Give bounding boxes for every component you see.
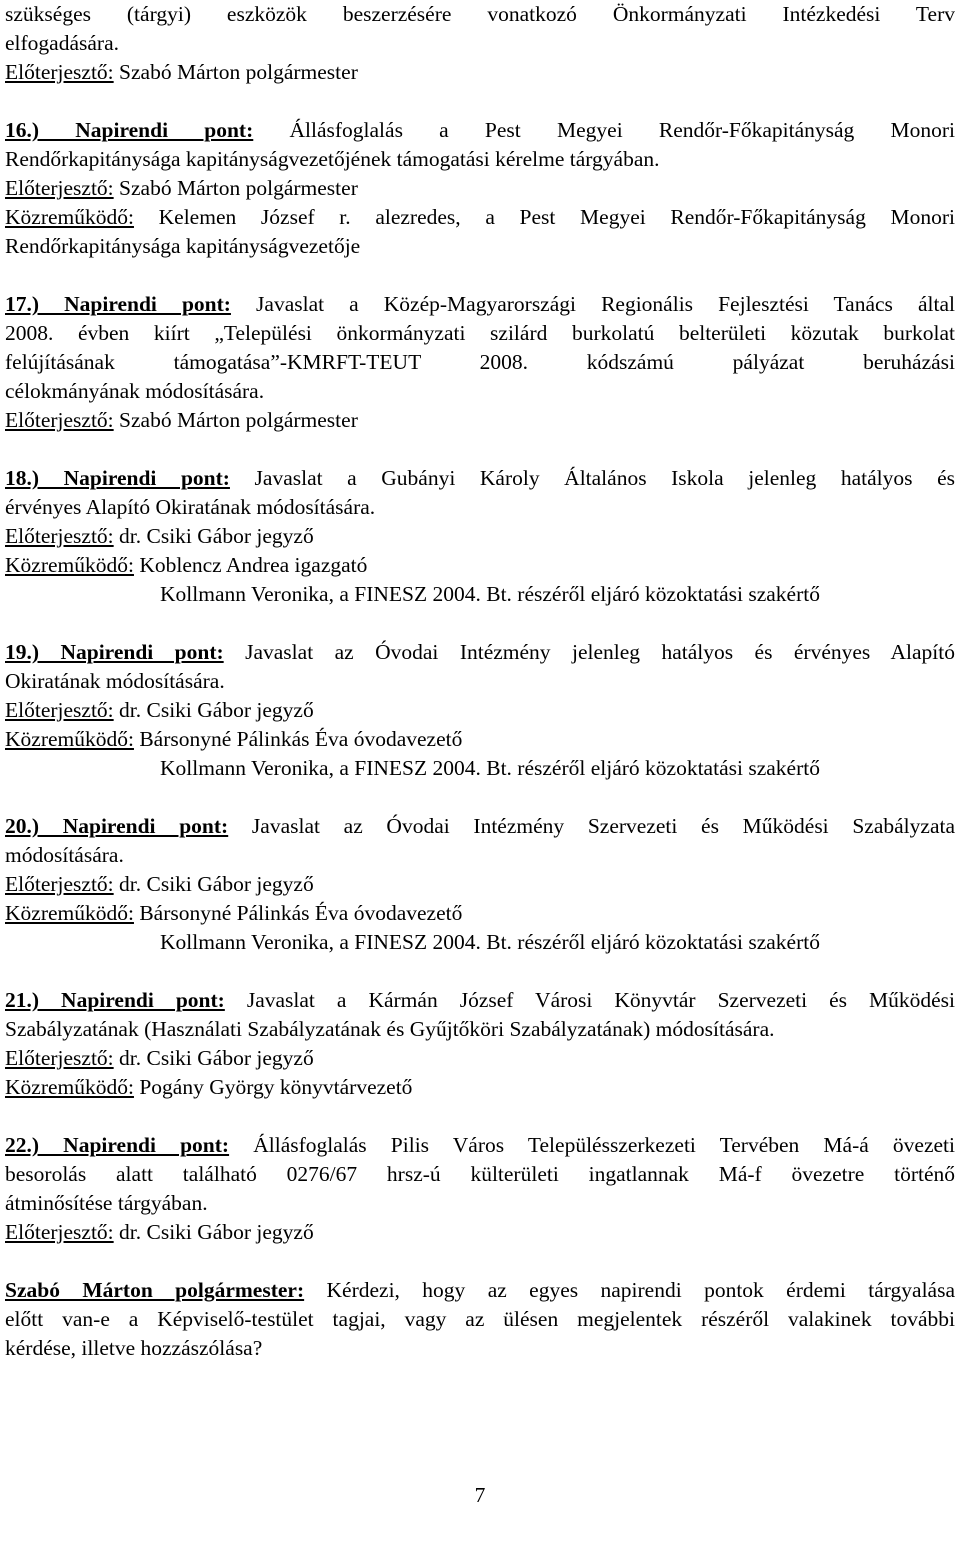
presenter-line [5,870,955,899]
contributor-label: Közreműködő: [5,553,134,577]
item-title: Javaslat a Kármán József Városi Könyvtár Szervezeti és Működési [246,988,956,1012]
contributor-name: Pogány György könyvtárvezető [139,1075,413,1099]
item-title: Javaslat az Óvodai Intézmény Szervezeti és Működési Szabályzata [251,814,956,838]
presenter-label: Előterjesztő: [5,60,114,84]
item-number-label: 21.) Napirendi pont: [5,988,225,1012]
text-line: felújításának támogatása”-KMRFT-TEUT 2008. kódszámú pályázat beruházási [5,350,955,374]
contributor-label: Közreműködő: [5,727,134,751]
presenter-line [5,1218,955,1247]
text-line: előtt van-e a Képviselő-testület tagjai, vagy az ülésen megjelentek részéről valakinek további [5,1307,955,1331]
text-line: elfogadására. [5,31,119,55]
presenter-line [5,174,955,203]
agenda-item-20 [5,812,955,957]
contributor-line [5,899,955,928]
text-line: 2008. évben kiírt „Települési önkormányzati szilárd burkolatú belterületi közutak burkolat [5,321,955,345]
agenda-item-22 [5,1131,955,1247]
item-number-label: 19.) Napirendi pont: [5,640,224,664]
presenter-label: Előterjesztő: [5,524,114,548]
item-number-label: 18.) Napirendi pont: [5,466,230,490]
text-line: besorolás alatt található 0276/67 hrsz-ú külterületi ingatlannak Má-f övezetre történő [5,1162,955,1186]
item-heading-line [5,638,955,667]
item-heading-line [5,290,955,319]
contributor-line [5,551,955,580]
item-title: Állásfoglalás a Pest Megyei Rendőr-Főkapitányság Monori [289,118,956,142]
presenter-label: Előterjesztő: [5,1046,114,1070]
presenter-line [5,406,955,435]
presenter-name: dr. Csiki Gábor jegyző [119,698,314,722]
text-line: célokmányának módosítására. [5,379,265,403]
item-heading-line [5,464,955,493]
speaker-label: Szabó Márton polgármester: [5,1278,305,1302]
text-line: átminősítése tárgyában. [5,1191,208,1215]
contributor-name: Bársonyné Pálinkás Éva óvodavezető [139,901,463,925]
item-number-label: 20.) Napirendi pont: [5,814,229,838]
item-heading-line [5,986,955,1015]
presenter-name: Szabó Márton polgármester [119,60,358,84]
contributor-name: Bársonyné Pálinkás Éva óvodavezető [139,727,463,751]
presenter-line [5,1044,955,1073]
item-number-label: 17.) Napirendi pont: [5,292,231,316]
speaker-text: Kérdezi, hogy az egyes napirendi pontok érdemi tárgyalása [326,1278,955,1302]
agenda-item-17 [5,290,955,435]
mayor-question-paragraph [5,1276,955,1363]
page-number: 7 [474,1483,486,1507]
contributor-label: Közreműködő: [5,205,134,229]
presenter-label: Előterjesztő: [5,872,114,896]
agenda-item-16 [5,116,955,261]
presenter-name: Szabó Márton polgármester [119,408,358,432]
contributor-line [5,203,955,232]
item-heading-line [5,116,955,145]
item-title: Javaslat a Gubányi Károly Általános Iskola jelenleg hatályos és [254,466,955,490]
contributor-extra: Kollmann Veronika, a FINESZ 2004. Bt. részéről eljáró közoktatási szakértő [160,582,820,606]
text-line: módosítására. [5,843,124,867]
speaker-line [5,1276,955,1305]
presenter-label: Előterjesztő: [5,698,114,722]
contributor-label: Közreműködő: [5,901,134,925]
text-line: szükséges (tárgyi) eszközök beszerzésére vonatkozó Önkormányzati Intézkedési Terv [5,2,955,26]
contributor-label: Közreműködő: [5,1075,134,1099]
presenter-label: Előterjesztő: [5,1220,114,1244]
text-line: Rendőrkapitánysága kapitányságvezetőjének támogatási kérelme tárgyában. [5,147,660,171]
agenda-item-18 [5,464,955,609]
document-page [5,0,955,1363]
agenda-item-15-continuation [5,0,955,87]
agenda-item-19 [5,638,955,783]
presenter-line [5,58,955,87]
text-line: Szabályzatának (Használati Szabályzatának és Gyűjtőköri Szabályzatának) módosítására. [5,1017,775,1041]
presenter-line [5,696,955,725]
item-title: Állásfoglalás Pilis Város Településszerkezeti Tervében Má-á övezeti [253,1133,956,1157]
contributor-extra: Kollmann Veronika, a FINESZ 2004. Bt. részéről eljáró közoktatási szakértő [160,930,820,954]
text-line: Rendőrkapitánysága kapitányságvezetője [5,234,361,258]
contributor-extra: Kollmann Veronika, a FINESZ 2004. Bt. részéről eljáró közoktatási szakértő [160,756,820,780]
presenter-label: Előterjesztő: [5,408,114,432]
agenda-item-21 [5,986,955,1102]
presenter-name: Szabó Márton polgármester [119,176,358,200]
contributor-line [5,725,955,754]
presenter-name: dr. Csiki Gábor jegyző [119,1220,314,1244]
contributor-name: Koblencz Andrea igazgató [139,553,368,577]
presenter-name: dr. Csiki Gábor jegyző [119,524,314,548]
contributor-name: Kelemen József r. alezredes, a Pest Megyei Rendőr-Főkapitányság Monori [158,205,955,229]
presenter-name: dr. Csiki Gábor jegyző [119,872,314,896]
text-line: kérdése, illetve hozzászólása? [5,1336,263,1360]
item-title: Javaslat az Óvodai Intézmény jelenleg hatályos és érvényes Alapító [245,640,956,664]
item-heading-line [5,1131,955,1160]
presenter-line [5,522,955,551]
item-number-label: 22.) Napirendi pont: [5,1133,230,1157]
presenter-name: dr. Csiki Gábor jegyző [119,1046,314,1070]
text-line: Okiratának módosítására. [5,669,225,693]
item-heading-line [5,812,955,841]
presenter-label: Előterjesztő: [5,176,114,200]
item-title: Javaslat a Közép-Magyarországi Regionális Fejlesztési Tanács által [256,292,955,316]
item-number-label: 16.) Napirendi pont: [5,118,254,142]
contributor-line [5,1073,955,1102]
text-line: érvényes Alapító Okiratának módosítására. [5,495,376,519]
